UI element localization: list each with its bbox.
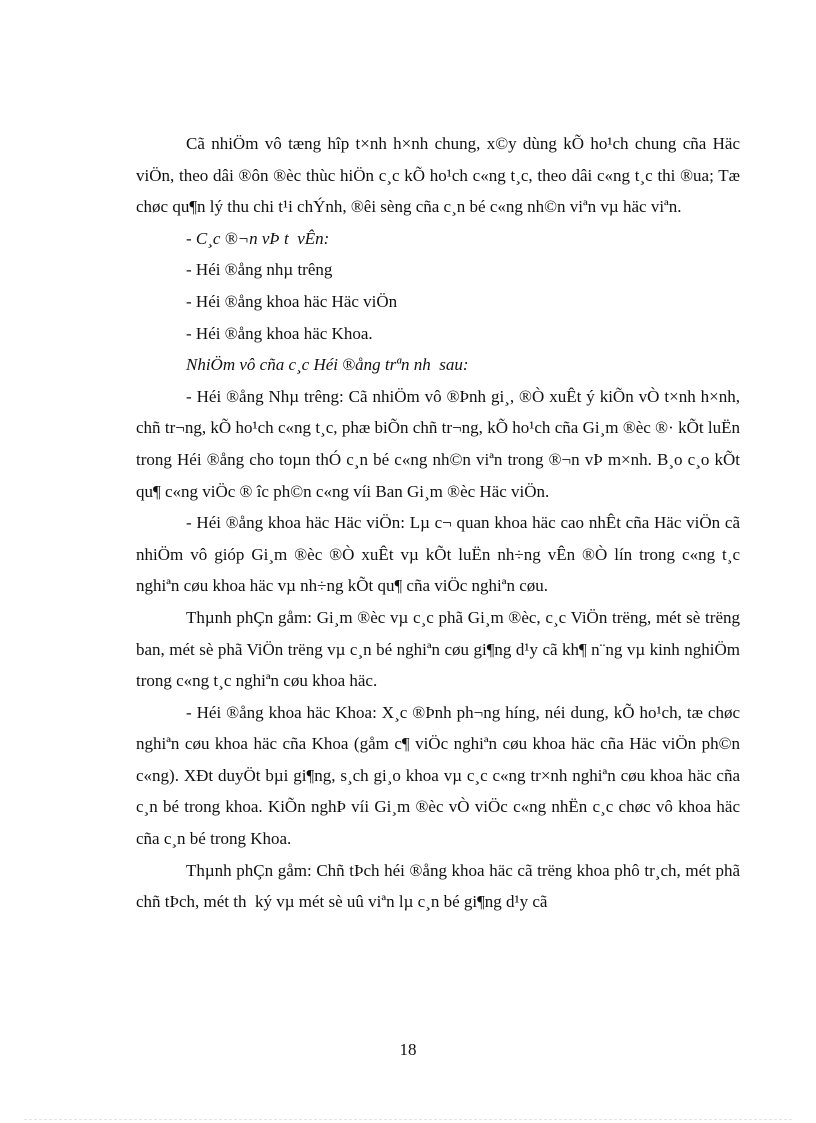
list-item-school-council: - Héi ®ång nhµ trêng xyxy=(186,260,333,280)
paragraph-academy-members: Thµnh phÇn gåm: Gi¸m ®èc vµ c¸c phã Gi¸m ®èc, c¸c ViÖn trëng, mét sè trëng ban, mét sè phã ViÖn trëng vµ c¸n bé nghiªn cøu gi¶ng d¹y cã kh¶ n¨ng vµ kinh nghiÖm trong c«ng t¸c nghiªn cøu khoa häc. xyxy=(136,607,740,691)
page-bottom-divider xyxy=(24,1119,792,1120)
paragraph-summary: Cã nhiÖm vô tæng hîp t×nh h×nh chung, x©y dùng kÕ ho¹ch chung cña Häc viÖn, theo dâi ®ôn ®èc thùc hiÖn c¸c kÕ ho¹ch c«ng t¸c, theo dâi c«ng t¸c thi ®ua; Tæ chøc qu¶n lý thu chi t¹i chÝnh, ®êi sèng cña c¸n bé c«ng nh©n viªn vµ häc viªn. xyxy=(136,134,740,217)
list-item-faculty-science-council: - Héi ®ång khoa häc Khoa. xyxy=(186,323,373,343)
paragraph-school-council: - Héi ®ång Nhµ trêng: Cã nhiÖm vô ®Þnh gi¸, ®Ò xuÊt ý kiÕn vÒ t×nh h×nh, chñ tr¬ng, kÕ ho¹ch c«ng t¸c, phæ biÕn chñ tr¬ng, kÕ ho¹ch cña Gi¸m ®èc ®· kÕt luËn trong Héi ®ång cho toµn thÓ c¸n bé c«ng nh©n viªn trong ®¬n vÞ m×nh. B¸o c¸o kÕt qu¶ c«ng viÖc ® îc ph©n c«ng víi Ban Gi¸m ®èc Häc viÖn. xyxy=(136,386,740,501)
paragraph-academy-science-council: - Héi ®ång khoa häc Häc viÖn: Lµ c¬ quan khoa häc cao nhÊt cña Häc viÖn cã nhiÖm vô gióp Gi¸m ®èc ®Ò xuÊt vµ kÕt luËn nh÷ng vÊn ®Ò lín trong c«ng t¸c nghiªn cøu khoa häc vµ nh÷ng kÕt qu¶ cña viÖc nghiªn cøu. xyxy=(136,513,740,596)
list-item-academy-science-council: - Héi ®ång khoa häc Häc viÖn xyxy=(186,291,398,311)
body-text xyxy=(136,128,740,918)
page-number: 18 xyxy=(399,1040,417,1059)
paragraph-faculty-members: Thµnh phÇn gåm: Chñ tÞch héi ®ång khoa häc cã trëng khoa phô tr¸ch, mét phã chñ tÞch, mét th ký vµ mét sè uû viªn lµ c¸n bé gi¶ng d¹y cã xyxy=(136,860,740,912)
duties-heading: NhiÖm vô cña c¸c Héi ®ång trªn nh sau: xyxy=(186,355,469,375)
advisory-units-heading: - C¸c ®¬n vÞ t vÊn: xyxy=(186,228,330,248)
paragraph-faculty-science-council: - Héi ®ång khoa häc Khoa: X¸c ®Þnh ph¬ng híng, néi dung, kÕ ho¹ch, tæ chøc nghiªn cøu khoa häc cña Khoa (gåm c¶ viÖc nghiªn cøu khoa häc cña Häc viÖn ph©n c«ng). XÐt duyÖt bµi gi¶ng, s¸ch gi¸o khoa vµ c¸c c«ng tr×nh nghiªn cøu khoa häc cña c¸n bé trong khoa. KiÕn nghÞ víi Gi¸m ®èc vÒ viÖc c«ng nhËn c¸c chøc vô khoa häc cña c¸n bé trong Khoa. xyxy=(136,702,740,849)
